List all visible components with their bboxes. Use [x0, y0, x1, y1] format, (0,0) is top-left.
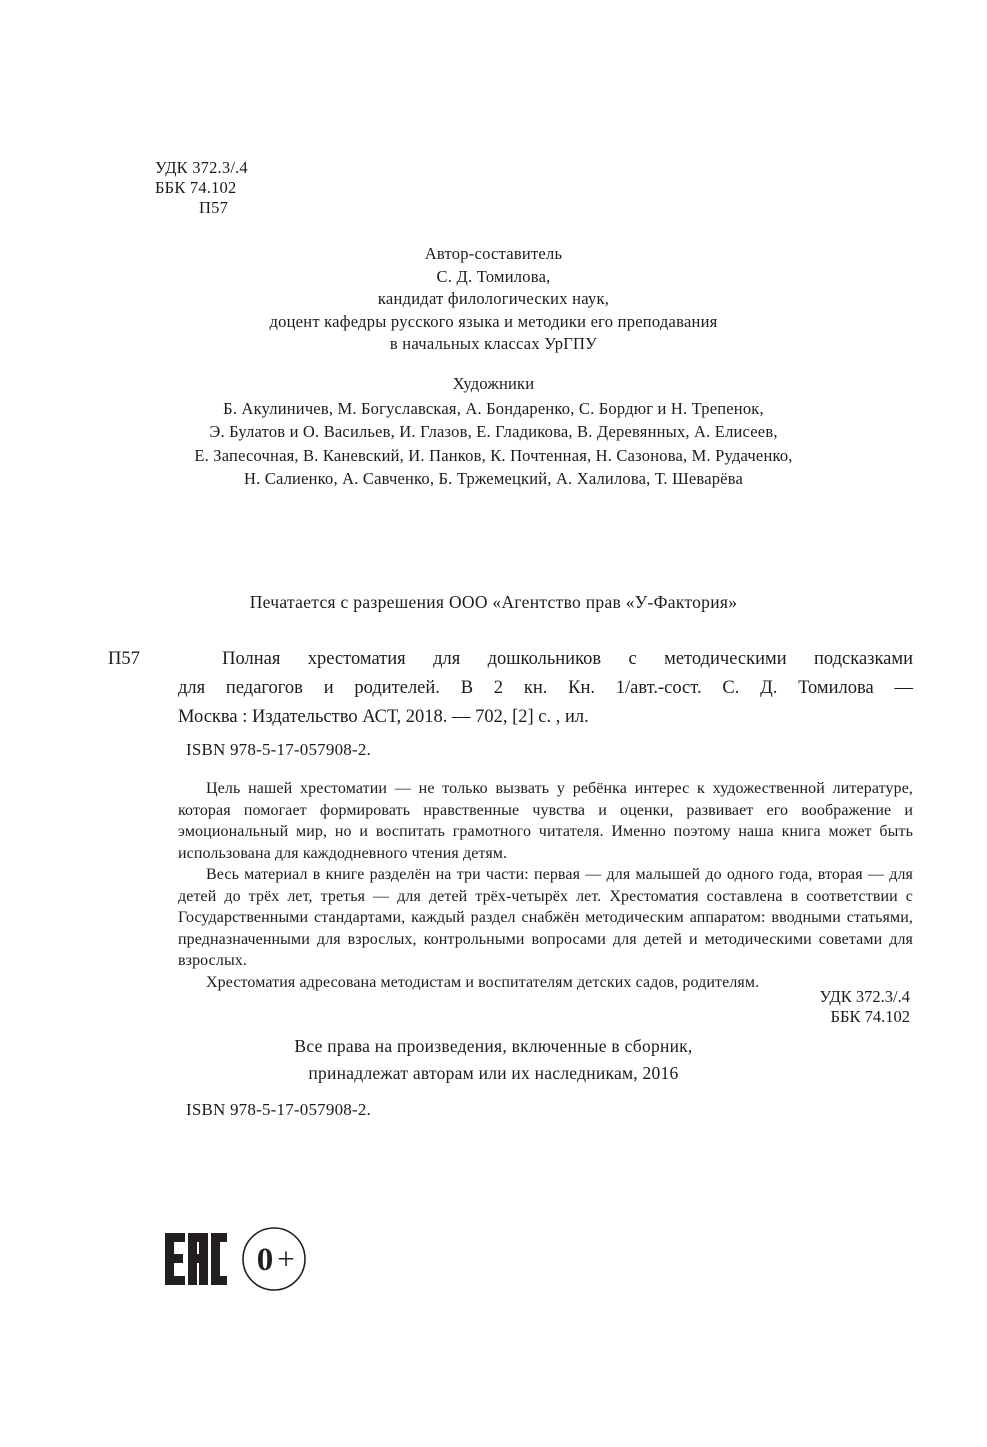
- rights-line-1: Все права на произведения, включенные в сборник,: [294, 1036, 693, 1056]
- svg-text:0: 0: [256, 1242, 274, 1278]
- author-sign-code: П57: [199, 198, 229, 217]
- artists-line: Е. Запесочная, В. Каневский, И. Панков, К. Почтенная, Н. Сазонова, М. Рудаченко,: [194, 445, 793, 465]
- credits-name: С. Д. Томилова,: [436, 266, 551, 286]
- age-rating-icon: [241, 1226, 307, 1292]
- biblio-sigil: П57: [108, 649, 140, 669]
- annotation-paragraph: Хрестоматия адресована методистам и воспитателям детских садов, родителям.: [206, 973, 760, 991]
- credits-role: Автор-составитель: [424, 244, 563, 263]
- classification-codes: [155, 158, 248, 218]
- biblio-line-3: Москва : Издательство АСТ, 2018. — 702, [2] с. , ил.: [178, 707, 589, 727]
- rights-line-2: принадлежат авторам или их наследникам, 2016: [308, 1063, 679, 1083]
- artists-line: Э. Булатов и О. Васильев, И. Глазов, Е. Гладикова, В. Деревянных, А. Елисеев,: [209, 422, 778, 441]
- author-credits: [0, 243, 987, 356]
- classification-codes-repeat: [820, 987, 910, 1027]
- biblio-line-2: для педагогов и родителей. В 2 кн. Кн. 1/авт.-сост. С. Д. Томилова —: [178, 678, 913, 698]
- biblio-line-1: [108, 645, 913, 674]
- annotation-section: [178, 778, 913, 993]
- isbn-primary: ISBN 978-5-17-057908-2.: [186, 740, 371, 759]
- artists-line: Н. Салиенко, А. Савченко, Б. Тржемецкий, А. Халилова, Т. Шеварёва: [243, 469, 744, 488]
- conformity-marks: [163, 1226, 307, 1292]
- isbn-secondary: ISBN 978-5-17-057908-2.: [186, 1100, 371, 1119]
- annotation-paragraph: Цель нашей хрестоматии — не только вызвать у ребёнка интерес к художественной литературе, которая помогает формировать нравственные чувства и оценки, развивает его воображение и эмоциональный мир, но и воспитать грамотного читателя. Именно поэтому наша книга может быть использована для каждодневного чтения детям.: [178, 780, 913, 862]
- svg-text:+: +: [277, 1241, 295, 1276]
- artists-heading: Художники: [452, 374, 535, 393]
- bbk-code: ББК 74.102: [155, 178, 237, 197]
- rights-statement: [0, 1033, 987, 1087]
- credits-position-line-1: доцент кафедры русского языка и методики его преподавания: [269, 311, 718, 331]
- credits-degree: кандидат филологических наук,: [377, 289, 610, 308]
- permission-notice: Печатается с разрешения ООО «Агентство прав «У-Фактория»: [249, 592, 738, 612]
- udk-code-repeat: УДК 372.3/.4: [819, 987, 910, 1006]
- udk-code: УДК 372.3/.4: [155, 158, 248, 177]
- eac-conformity-icon: [163, 1227, 227, 1291]
- artists-line: Б. Акулиничев, М. Богуславская, А. Бондаренко, С. Бордюг и Н. Трепенок,: [223, 398, 764, 418]
- artists-section: [0, 372, 987, 491]
- bbk-code-repeat: ББК 74.102: [830, 1007, 910, 1026]
- credits-position-line-2: в начальных классах УрГПУ: [389, 334, 598, 353]
- biblio-title: Полная хрестоматия для дошкольников с методическими подсказками: [222, 649, 914, 669]
- bibliographic-record: [108, 645, 913, 732]
- annotation-paragraph: Весь материал в книге разделён на три части: первая — для малышей до одного года, вторая — для детей до трёх лет, третья — для детей трёх-четырёх лет. Хрестоматия составлена в соответствии с Государственными стандартами, каждый раздел снабжён методическим аппаратом: вводными статьями, предназначенными для взрослых, контрольными вопросами для детей и методическими советами для взрослых.: [178, 866, 913, 969]
